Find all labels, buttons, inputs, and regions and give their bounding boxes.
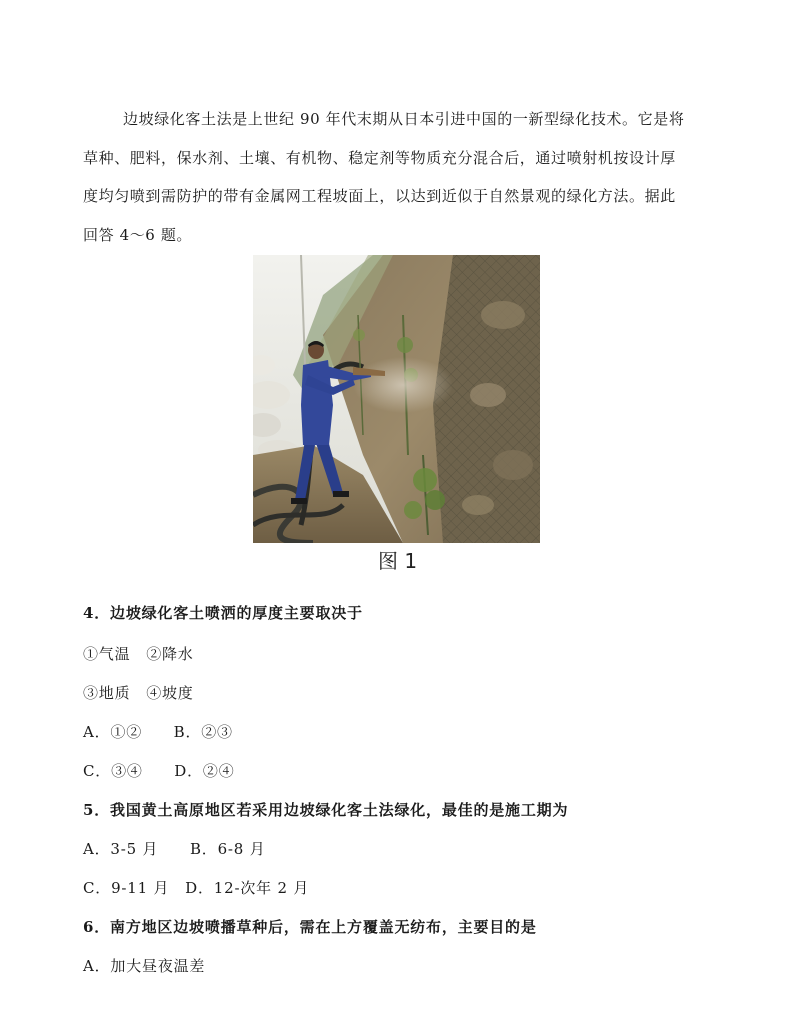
question-5-stem: 5．我国黄土高原地区若采用边坡绿化客土法绿化，最佳的是施工期为 xyxy=(83,801,569,819)
question-4-options-ab: A．①② B．②③ xyxy=(83,723,233,741)
intro-line-3: 度均匀喷到需防护的带有金属网工程坡面上，以达到近似于自然景观的绿化方法。据此 xyxy=(83,187,676,205)
question-6-stem: 6．南方地区边坡喷播草种后，需在上方覆盖无纺布，主要目的是 xyxy=(83,918,537,936)
question-4-stem: 4．边坡绿化客土喷洒的厚度主要取决于 xyxy=(83,604,363,622)
question-4-items-1: ①气温 ②降水 xyxy=(83,645,194,663)
intro-line-2: 草种、肥料，保水剂、土壤、有机物、稳定剂等物质充分混合后，通过喷射机按设计厚 xyxy=(83,148,676,167)
figure-photo xyxy=(253,255,540,543)
figure-caption: 图 1 xyxy=(378,549,418,573)
intro-line-4: 回答 4～6 题。 xyxy=(83,225,193,244)
question-5-options-ab: A．3-5 月 B．6-8 月 xyxy=(83,840,266,858)
question-6-option-a: A．加大昼夜温差 xyxy=(83,957,206,975)
intro-paragraph xyxy=(83,100,713,254)
question-4-options-cd: C．③④ D．②④ xyxy=(83,762,235,780)
question-5-options-cd: C．9-11 月 D．12-次年 2 月 xyxy=(83,879,310,897)
question-4-items-2: ③地质 ④坡度 xyxy=(83,684,194,702)
photo-worker-spraying-slope xyxy=(253,255,540,543)
intro-line-1: 边坡绿化客土法是上世纪 90 年代末期从日本引进中国的一新型绿化技术。它是将 xyxy=(123,110,685,128)
